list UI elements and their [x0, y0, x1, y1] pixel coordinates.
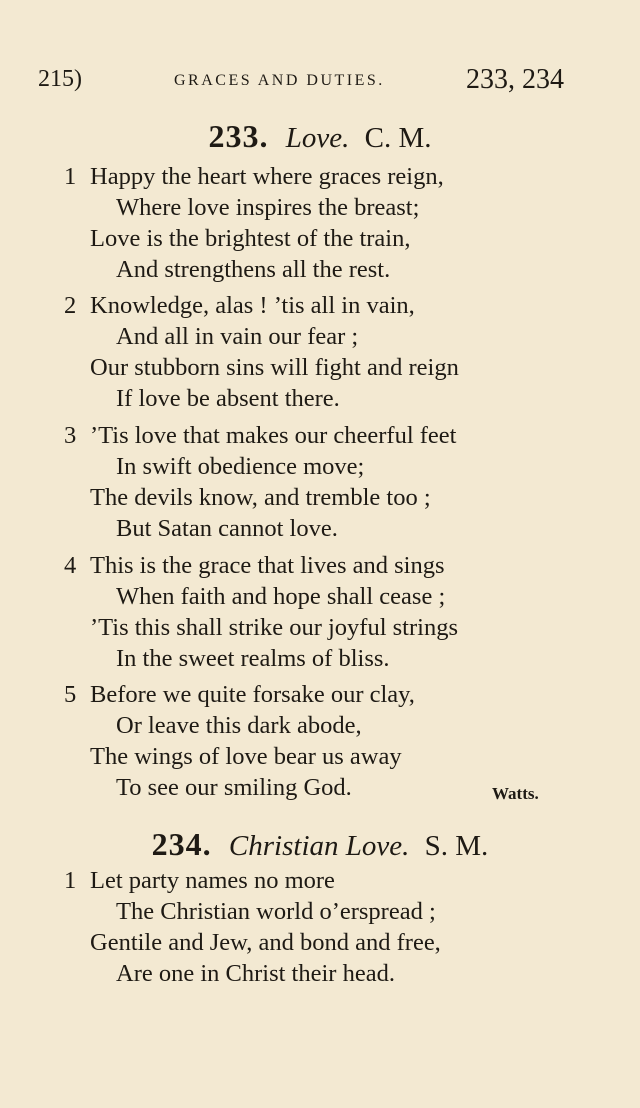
verse-line: To see our smiling God.	[116, 774, 352, 801]
verse-line: The Christian world o’erspread ;	[116, 898, 436, 925]
hymn-234-title	[0, 826, 640, 863]
verse-line: ’Tis this shall strike our joyful strings	[90, 614, 458, 641]
page-number: 215)	[38, 66, 82, 92]
hymn-number: 233.	[208, 118, 269, 154]
verse-number: 2	[64, 292, 77, 319]
verse-line: In swift obedience move;	[116, 453, 365, 480]
hymn-name: Christian Love.	[228, 830, 410, 862]
verse-number: 1	[64, 163, 77, 190]
verse-line: And strengthens all the rest.	[116, 256, 391, 283]
verse-number: 5	[64, 681, 77, 708]
verse-line: When faith and hope shall cease ;	[116, 583, 446, 610]
hymn-meter: S. M.	[424, 830, 489, 862]
verse-line: Or leave this dark abode,	[116, 712, 362, 739]
hymn-meter: C. M.	[364, 122, 432, 154]
verse-line: Love is the brightest of the train,	[90, 225, 411, 252]
verse-line: And all in vain our fear ;	[116, 323, 359, 350]
verse-number: 4	[64, 552, 77, 579]
hymn-233-title	[0, 118, 640, 155]
verse-number: 1	[64, 867, 77, 894]
verse-line: In the sweet realms of bliss.	[116, 645, 390, 672]
verse-line: If love be absent there.	[116, 385, 340, 412]
verse-line: Let party names no more	[90, 867, 335, 894]
hymn-number: 234.	[151, 826, 212, 862]
hymn-range: 233, 234	[466, 64, 564, 95]
verse-line: Happy the heart where graces reign,	[90, 163, 444, 190]
verse-line: Where love inspires the breast;	[116, 194, 420, 221]
verse-line: Our stubborn sins will fight and reign	[90, 354, 459, 381]
hymn-author: Watts.	[492, 784, 539, 803]
verse-line: The devils know, and tremble too ;	[90, 484, 431, 511]
page-header	[38, 64, 564, 100]
verse-line: ’Tis love that makes our cheerful feet	[90, 422, 457, 449]
verse-line: This is the grace that lives and sings	[90, 552, 445, 579]
verse-line: But Satan cannot love.	[116, 515, 338, 542]
verse-number: 3	[64, 422, 77, 449]
verse-line: Are one in Christ their head.	[116, 960, 395, 987]
verse-line: Before we quite forsake our clay,	[90, 681, 415, 708]
verse-line: Knowledge, alas ! ’tis all in vain,	[90, 292, 415, 319]
section-title: GRACES AND DUTIES.	[174, 72, 385, 89]
verse-line: The wings of love bear us away	[90, 743, 402, 770]
hymn-name: Love.	[285, 122, 350, 154]
verse-line: Gentile and Jew, and bond and free,	[90, 929, 441, 956]
